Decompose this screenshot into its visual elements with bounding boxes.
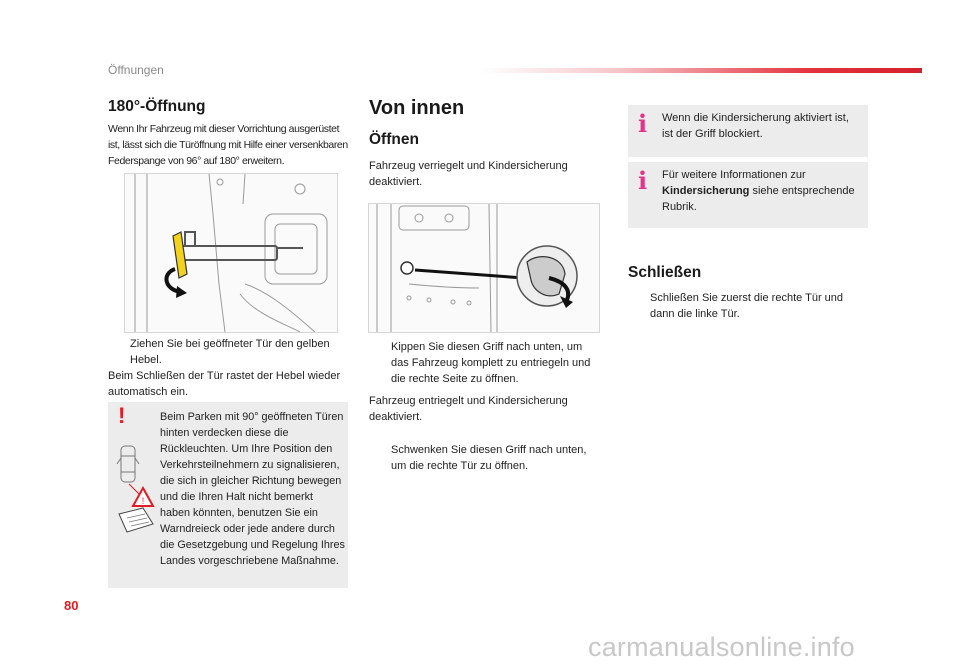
section-label: Öffnungen: [108, 63, 164, 77]
closing-paragraph: Beim Schließen der Tür rastet der Hebel wieder automatisch ein.: [108, 370, 341, 398]
header-gradient-bar: [480, 68, 922, 73]
info-bold-term: Kindersicherung: [662, 185, 750, 197]
info-icon: i: [638, 109, 648, 138]
bullet-item: [628, 290, 868, 322]
svg-text:!: !: [141, 496, 145, 506]
subtitle-schliessen: Schließen: [628, 264, 702, 281]
watermark: carmanualsonline.info: [588, 632, 855, 662]
info-box-reference: [628, 162, 868, 228]
van-warning-triangle-icon: [113, 444, 157, 534]
bullet-item: [108, 336, 348, 368]
info-text: Wenn die Kindersicherung aktiviert ist, ist der Griff blockiert.: [662, 112, 849, 140]
door-hinge-drawing: [125, 174, 337, 332]
bullet-text: Ziehen Sie bei geöffneter Tür den gelben Hebel.: [130, 338, 330, 366]
bullet-item: [369, 442, 601, 474]
bullet-text: Kippen Sie diesen Griff nach unten, um das Fahrzeug komplett zu entriegeln und die rechte Seite zu öffnen.: [391, 341, 591, 385]
warning-exclamation-icon: !: [118, 403, 126, 428]
subtitle-offnen: Öffnen: [369, 131, 419, 148]
intro-paragraph: Wenn Ihr Fahrzeug mit dieser Vorrichtung ausgerüstet ist, lässt sich die Türöffnung mit Hilfe einer versenkbaren Federspange von 96° auf 180° erweitern.: [108, 123, 348, 167]
door-panel-drawing: [369, 204, 599, 332]
bullet-text: Schließen Sie zuerst die rechte Tür und dann die linke Tür.: [650, 292, 844, 320]
pull-arrow: [176, 286, 187, 298]
info-icon: i: [638, 166, 648, 195]
condition-paragraph-2: Fahrzeug entriegelt und Kindersicherung deaktiviert.: [369, 395, 568, 423]
bullet-text: Schwenken Sie diesen Griff nach unten, um die rechte Tür zu öffnen.: [391, 444, 587, 472]
section-title-180: 180°-Öffnung: [108, 98, 206, 115]
warning-text: Beim Parken mit 90° geöffneten Türen hinten verdecken diese die Rückleuchten. Um Ihre Position den Verkehrsteilnehmern zu signalisieren, die sich in gleicher Richtung bewegen und die Ihren Halt nicht bemerkt haben könnten, benutzen Sie ein Warndreieck oder jede andere durch die Gesetzgebung und Regelung Ihres Landes vorgeschriebene Maßnahme.: [160, 411, 345, 567]
condition-paragraph-1: Fahrzeug verriegelt und Kindersicherung deaktiviert.: [369, 160, 568, 188]
info-box-child-lock: [628, 105, 868, 157]
section-title-von-innen: Von innen: [369, 97, 465, 119]
door-stop-lever-illustration: [124, 173, 338, 333]
interior-handle-illustration: [368, 203, 600, 333]
info-text: Für weitere Informationen zur Kindersicherung siehe entsprechende Rubrik.: [662, 169, 855, 213]
page-number: 80: [64, 598, 79, 613]
bullet-item: [369, 339, 601, 387]
